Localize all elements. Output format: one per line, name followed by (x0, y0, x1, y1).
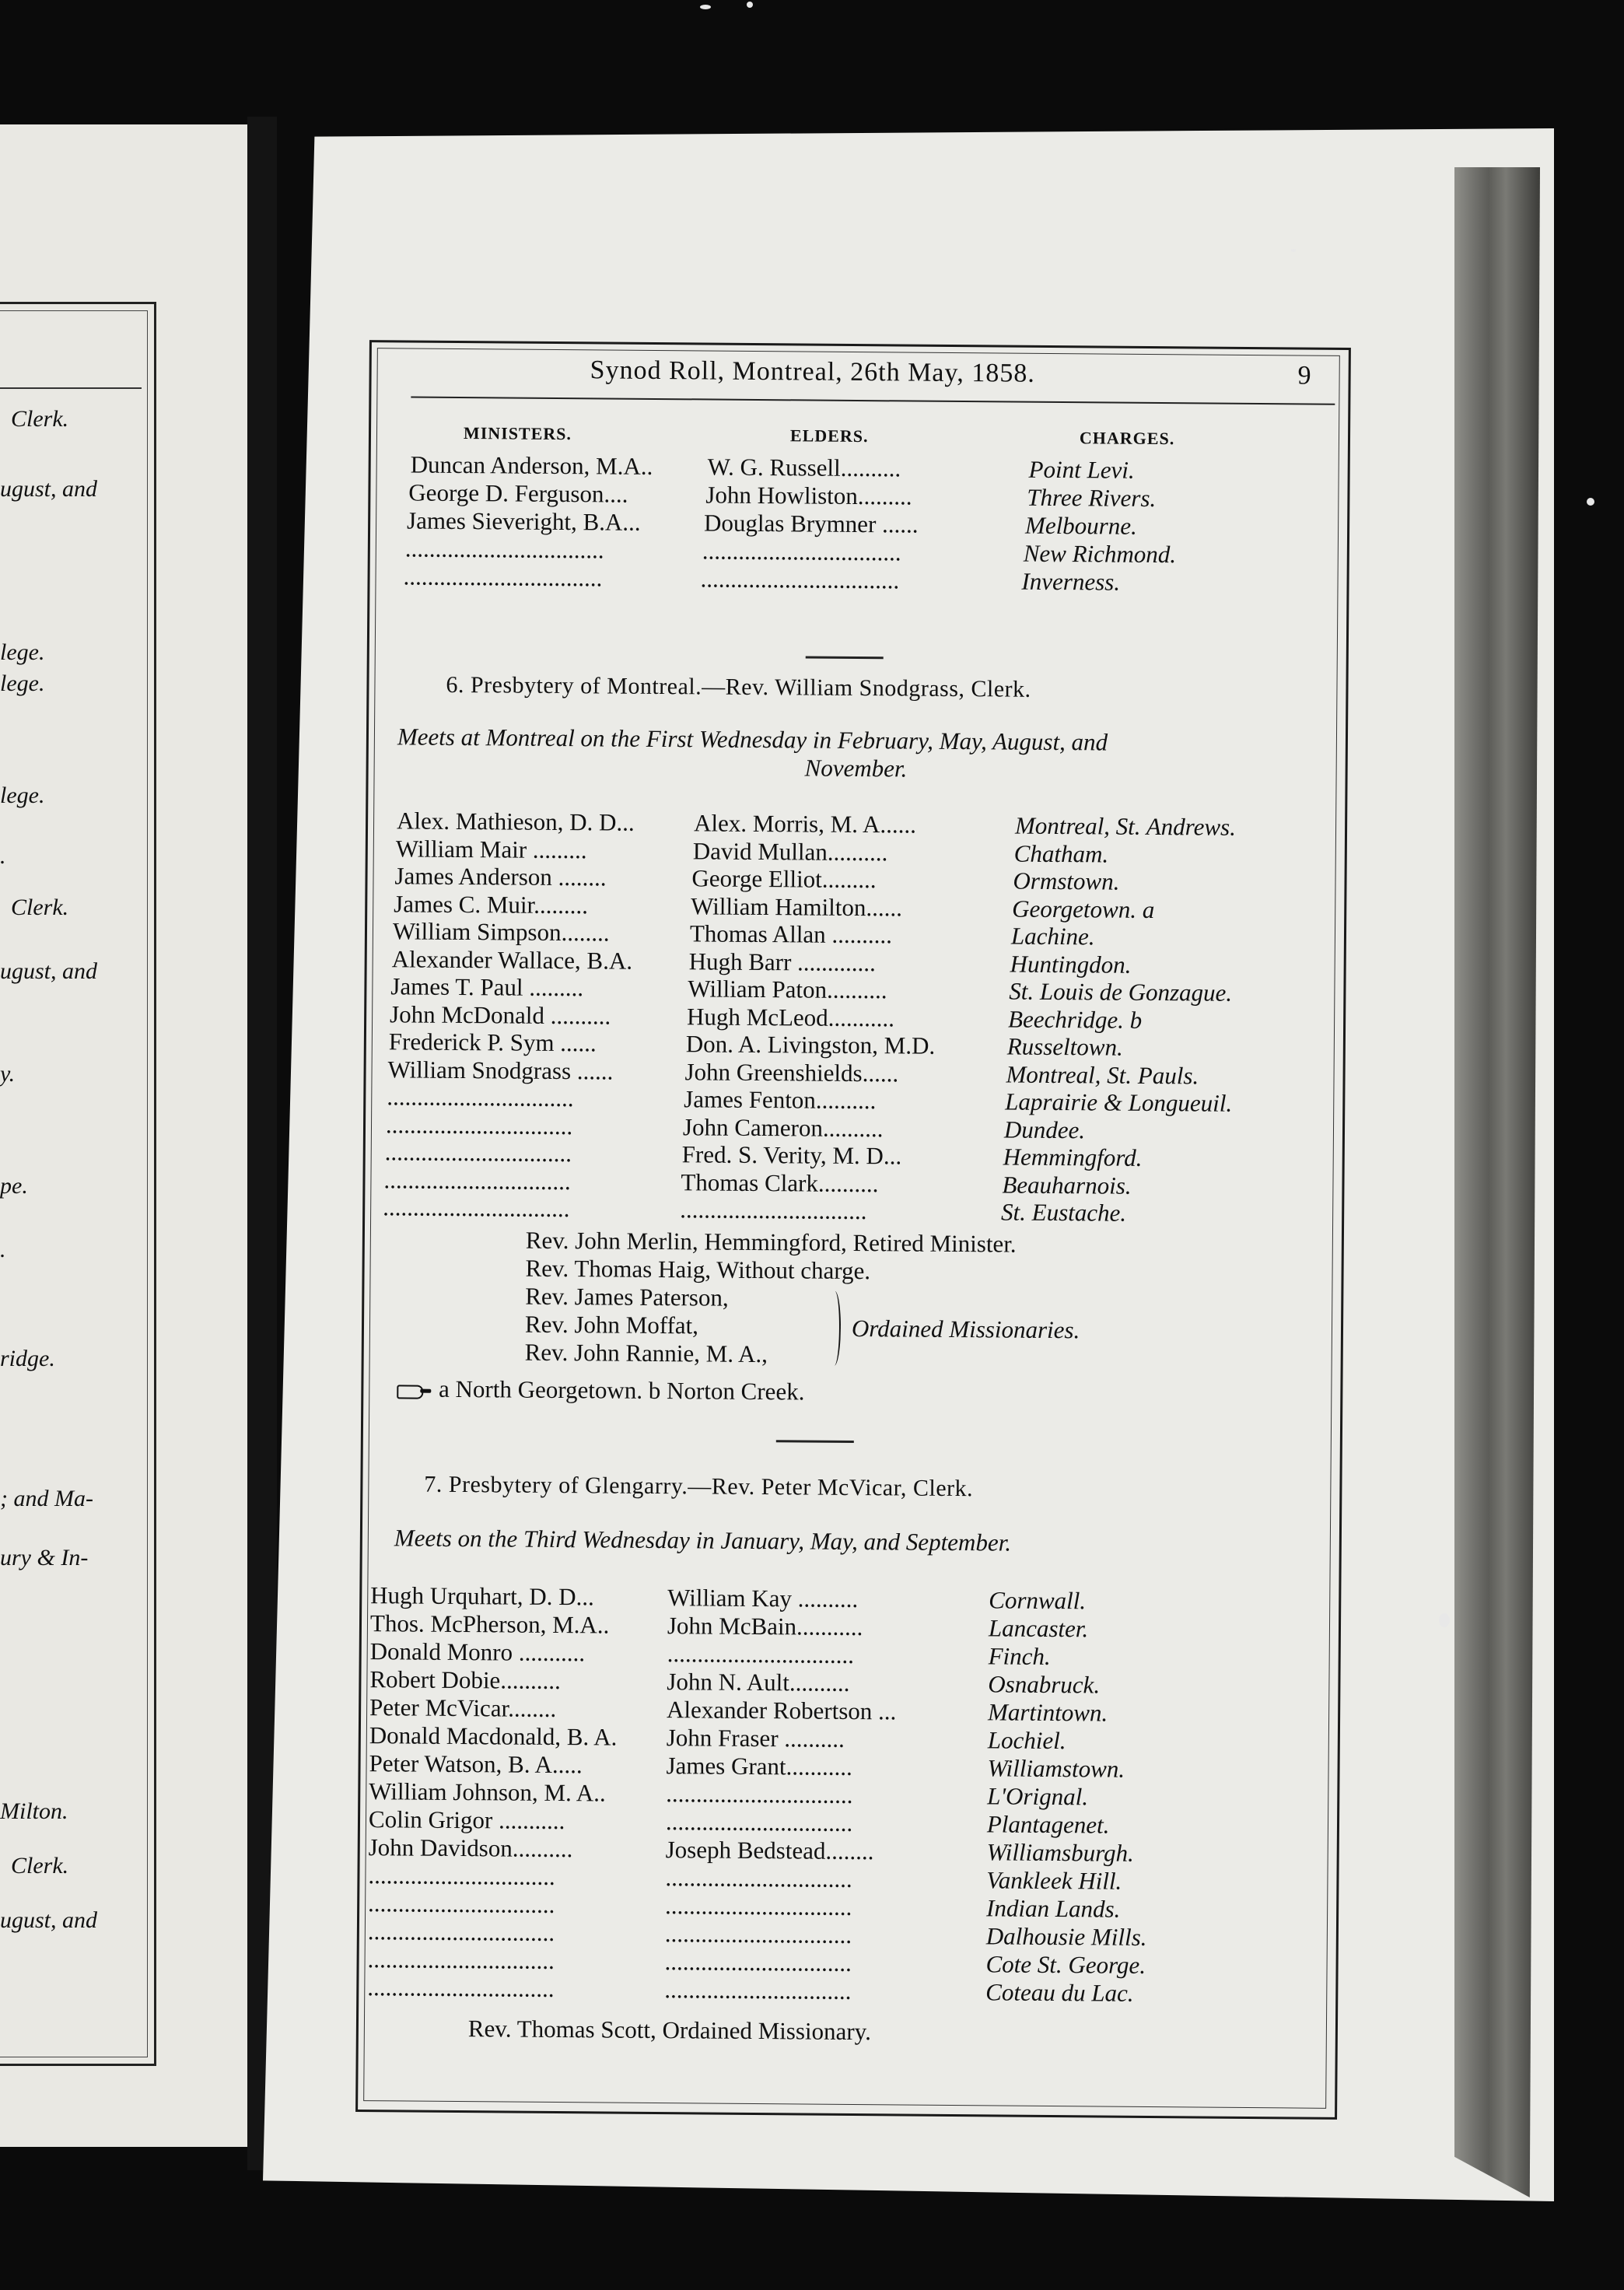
left-page-fragment: ; and Ma- (0, 1486, 93, 1511)
elder-cell: W. G. Russell.......... (707, 453, 901, 482)
charge-cell: Montreal, St. Andrews. (1014, 811, 1237, 841)
elder-cell: Alexander Robertson ... (666, 1696, 897, 1725)
minister-cell: James T. Paul ......... (390, 972, 584, 1002)
elder-cell: Thomas Allan .......... (689, 919, 893, 949)
charge-cell: St. Louis de Gonzague. (1009, 977, 1233, 1007)
elder-cell: ............................... (680, 1196, 867, 1225)
charge-cell: Beauharnois. (1002, 1170, 1132, 1199)
charge-cell: Russeltown. (1006, 1032, 1123, 1061)
dust-speck (700, 5, 711, 9)
elder-cell: Alex. Morris, M. A...... (693, 809, 917, 839)
elder-cell: David Mullan.......... (692, 836, 888, 866)
minister-cell: William Mair ......... (395, 834, 587, 863)
header-rule (411, 396, 1335, 404)
minister-cell: Colin Grigor ........... (368, 1805, 565, 1835)
charge-cell: Inverness. (1021, 567, 1121, 596)
minister-cell: ............................... (367, 1889, 555, 1918)
presbytery6-meets-line2: November. (804, 754, 908, 783)
elder-cell: ............................... (667, 1640, 855, 1668)
minister-cell: James C. Muir......... (394, 889, 589, 919)
elder-cell: ............................... (665, 1808, 853, 1837)
left-page-fragment: Milton. (0, 1798, 68, 1824)
minister-cell: Alex. Mathieson, D. D... (396, 807, 635, 836)
elder-cell: ............................... (664, 1920, 852, 1949)
elder-cell: John McBain........... (667, 1612, 863, 1641)
elder-cell: Joseph Bedstead........ (665, 1836, 874, 1865)
left-page-fragment: lege. (0, 783, 45, 808)
left-page-fragment: Clerk. (11, 406, 69, 432)
elder-cell: John Greenshields...... (684, 1057, 899, 1087)
minister-cell: George D. Ferguson.... (408, 478, 628, 508)
minister-cell: Peter Watson, B. A..... (369, 1749, 583, 1779)
elder-cell: John Cameron.......... (682, 1112, 884, 1142)
elder-cell: John N. Ault.......... (667, 1668, 850, 1696)
left-page-fragment: ugust, and (0, 958, 98, 984)
elder-cell: ............................... (664, 1948, 852, 1977)
elder-cell: ............................... (666, 1780, 853, 1809)
presbytery6-heading: 6. Presbytery of Montreal.—Rev. William Snodgrass, Clerk. (446, 671, 1031, 702)
footnote-text: a North Georgetown. b Norton Creek. (438, 1374, 805, 1406)
elder-cell: ................................. (702, 537, 901, 566)
minister-cell: Donald Monro ........... (369, 1637, 586, 1667)
charge-cell: Plantagenet. (986, 1810, 1110, 1839)
minister-cell: ................................. (403, 562, 603, 592)
charge-cell: Cornwall. (989, 1586, 1087, 1615)
left-page-fragment: Clerk. (11, 1853, 69, 1879)
elder-cell: John Howliston......... (705, 481, 912, 510)
elder-cell: Thomas Clark.......... (681, 1168, 879, 1197)
charge-cell: New Richmond. (1023, 539, 1177, 569)
footnote (397, 1374, 804, 1406)
section-separator (806, 656, 884, 659)
left-page-fragment: ridge. (0, 1346, 55, 1371)
minister-cell: William Johnson, M. A.. (369, 1777, 606, 1807)
dust-speck (1439, 1613, 1450, 1627)
left-page-fragment: Clerk. (11, 895, 69, 920)
minister-cell: Donald Macdonald, B. A. (369, 1721, 618, 1751)
minister-cell: John McDonald .......... (389, 1000, 611, 1030)
presbytery6-meets-line1: Meets at Montreal on the First Wednesday in February, May, August, and (397, 723, 1108, 756)
charge-cell: Point Levi. (1028, 455, 1135, 484)
left-page-fragment: . (0, 1237, 6, 1262)
presbytery7-missionary: Rev. Thomas Scott, Ordained Missionary. (467, 2015, 872, 2046)
elder-cell: Hugh McLeod........... (686, 1002, 895, 1031)
pointing-hand-icon (397, 1383, 432, 1399)
missionaries-brace (828, 1291, 842, 1366)
charge-cell: Chatham. (1013, 839, 1109, 868)
minister-cell: Duncan Anderson, M.A.. (410, 450, 653, 480)
minister-cell: ............................... (367, 1973, 555, 2002)
left-page-rule (0, 387, 142, 389)
without-charge: Rev. Thomas Haig, Without charge. (525, 1254, 871, 1285)
charge-cell: Finch. (988, 1642, 1051, 1670)
minister-cell: Thos. McPherson, M.A.. (369, 1609, 610, 1639)
minister-cell: ............................... (387, 1083, 574, 1112)
minister-cell: ............................... (384, 1138, 572, 1168)
charge-cell: Osnabruck. (988, 1670, 1101, 1699)
missionary-2: Rev. John Moffat, (524, 1310, 699, 1339)
section-separator (776, 1440, 854, 1443)
charge-cell: St. Eustache. (1001, 1198, 1127, 1227)
elder-cell: William Kay .......... (667, 1584, 859, 1613)
minister-cell: Robert Dobie.......... (369, 1665, 561, 1695)
minister-cell: Peter McVicar........ (369, 1693, 557, 1722)
minister-cell: Alexander Wallace, B.A. (391, 944, 633, 975)
charge-cell: Beechridge. b (1007, 1005, 1143, 1034)
elder-cell: ............................... (664, 1892, 852, 1921)
charge-cell: Three Rivers. (1027, 483, 1157, 513)
charge-cell: Cote St. George. (985, 1950, 1146, 1979)
minister-cell: ............................... (383, 1165, 571, 1195)
elder-cell: James Grant........... (666, 1752, 853, 1781)
elder-cell: Fred. S. Verity, M. D... (681, 1140, 902, 1170)
page-content (367, 354, 1328, 2096)
charge-cell: Dundee. (1003, 1115, 1086, 1143)
page-number: 9 (1297, 361, 1311, 390)
charge-cell: Hemmingford. (1003, 1143, 1143, 1171)
elder-cell: Douglas Brymner ...... (703, 509, 919, 538)
minister-cell: ............................... (367, 1945, 555, 1974)
minister-cell: William Simpson........ (392, 917, 610, 947)
elder-cell: James Fenton.......... (684, 1085, 877, 1115)
minister-cell: John Davidson.......... (368, 1833, 573, 1863)
left-page-fragment: lege. (0, 639, 45, 665)
presbytery7-meets: Meets on the Third Wednesday in January, May, and September. (394, 1524, 1012, 1556)
minister-cell: ................................. (404, 534, 604, 564)
charge-cell: Lancaster. (988, 1614, 1089, 1643)
dust-speck (747, 2, 753, 8)
charge-cell: Montreal, St. Pauls. (1006, 1060, 1199, 1089)
elder-cell: Don. A. Livingston, M.D. (685, 1030, 936, 1059)
minister-cell: William Snodgrass ...... (387, 1055, 614, 1085)
charge-cell: Huntingdon. (1010, 950, 1132, 979)
column-head-elders: ELDERS. (789, 425, 869, 446)
missionary-3: Rev. John Rannie, M. A., (524, 1338, 768, 1368)
dust-speck (1587, 498, 1594, 506)
left-page-fragment: lege. (0, 671, 45, 696)
presbytery7-heading: 7. Presbytery of Glengarry.—Rev. Peter McVicar, Clerk. (424, 1471, 974, 1502)
elder-cell: John Fraser .......... (666, 1724, 845, 1753)
charge-cell: Melbourne. (1024, 511, 1137, 540)
charge-cell: Lochiel. (987, 1726, 1066, 1755)
charge-cell: Laprairie & Longueuil. (1005, 1087, 1233, 1117)
minister-cell: Frederick P. Sym ...... (388, 1028, 597, 1057)
dust-speck (1291, 249, 1296, 252)
charge-cell: Georgetown. a (1012, 895, 1155, 923)
left-page-fragment: ury & In- (0, 1545, 89, 1570)
elder-cell: ............................... (664, 1976, 852, 2005)
minister-cell: ............................... (368, 1861, 555, 1890)
column-head-ministers: MINISTERS. (463, 423, 572, 444)
column-head-charges: CHARGES. (1079, 428, 1175, 449)
minister-cell: ............................... (383, 1193, 570, 1223)
minister-cell: James Sieveright, B.A... (406, 506, 641, 536)
charge-cell: Indian Lands. (985, 1894, 1121, 1923)
left-page-fragment: . (0, 843, 6, 869)
missionary-1: Rev. James Paterson, (525, 1282, 729, 1311)
minister-cell: James Anderson ........ (394, 862, 607, 891)
left-page-fragment: pe. (0, 1173, 28, 1199)
page-edge (1454, 167, 1540, 2197)
charge-cell: Williamstown. (987, 1754, 1125, 1783)
charge-cell: Vankleek Hill. (986, 1866, 1122, 1895)
left-page-fragment: y. (0, 1061, 16, 1087)
elder-cell: George Elliot......... (691, 864, 877, 894)
elder-cell: ............................... (665, 1864, 852, 1893)
charge-cell: Ormstown. (1013, 867, 1120, 895)
charge-cell: Coteau du Lac. (985, 1978, 1134, 2007)
elder-cell: William Hamilton...... (691, 891, 903, 921)
charge-cell: Martintown. (987, 1698, 1108, 1727)
missionaries-label: Ordained Missionaries. (851, 1314, 1080, 1344)
charge-cell: Lachine. (1010, 922, 1095, 951)
charge-cell: Dalhousie Mills. (985, 1922, 1147, 1951)
page-title: Synod Roll, Montreal, 26th May, 1858. (590, 355, 1035, 388)
minister-cell: ............................... (385, 1110, 573, 1140)
minister-cell: ............................... (367, 1917, 555, 1946)
retired-minister: Rev. John Merlin, Hemmingford, Retired Minister. (525, 1226, 1017, 1258)
left-page-fragment: ugust, and (0, 476, 98, 502)
elder-cell: William Paton.......... (688, 975, 887, 1004)
charge-cell: Williamsburgh. (986, 1838, 1134, 1867)
elder-cell: Hugh Barr ............. (688, 947, 877, 976)
left-page-fragment: ugust, and (0, 1907, 98, 1933)
minister-cell: Hugh Urquhart, D. D... (370, 1581, 594, 1611)
elder-cell: ................................. (700, 565, 900, 594)
charge-cell: L'Orignal. (987, 1782, 1089, 1811)
